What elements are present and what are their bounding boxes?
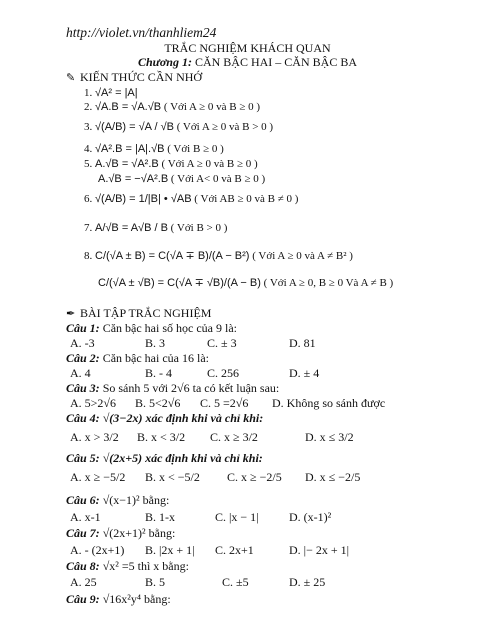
formula-3: 3. √(A/B) = √A / √B ( Với A ≥ 0 và B > 0 ) [84, 121, 274, 133]
theory-heading: ✎ KIẾN THỨC CẦN NHỚ [66, 70, 203, 84]
q5-option-a[interactable]: A. x ≥ −5/2 [70, 470, 126, 484]
q4-option-a[interactable]: A. x > 3/2 [70, 430, 119, 444]
q4-option-c[interactable]: C. x ≥ 3/2 [210, 430, 258, 444]
question-1: Câu 1: Căn bậc hai số học của 9 là: [66, 321, 237, 335]
source-url: http://violet.vn/thanhliem24 [66, 25, 217, 40]
question-6: Câu 6: √(x−1)² bằng: [66, 493, 170, 507]
question-5: Câu 5: √(2x+5) xác định khi và chỉ khi: [66, 451, 263, 465]
question-4: Câu 4: √(3−2x) xác định khi và chỉ khi: [66, 411, 264, 425]
q7-option-d[interactable]: D. |− 2x + 1| [289, 543, 350, 557]
q3-option-a[interactable]: A. 5>2√6 [70, 396, 117, 410]
q6-option-c[interactable]: C. |x − 1| [215, 510, 259, 524]
q1-option-d[interactable]: D. 81 [289, 336, 316, 350]
q1-option-c[interactable]: C. ± 3 [207, 336, 237, 350]
q2-option-a[interactable]: A. 4 [70, 366, 91, 380]
q5-option-d[interactable]: D. x ≤ −2/5 [305, 470, 361, 484]
q1-option-b[interactable]: B. 3 [145, 336, 166, 350]
q7-option-a[interactable]: A. - (2x+1) [70, 543, 125, 557]
book-icon: ✎ [66, 72, 76, 84]
formula-7: 7. A/√B = A√B / B ( Với B > 0 ) [84, 222, 228, 234]
formula-4: 4. √A².B = |A|.√B ( Với B ≥ 0 ) [84, 143, 224, 155]
q3-option-b[interactable]: B. 5<2√6 [135, 396, 181, 410]
q5-option-b[interactable]: B. x < −5/2 [145, 470, 200, 484]
q6-option-d[interactable]: D. (x-1)² [289, 510, 332, 524]
formula-2: 2. √A.B = √A.√B ( Với A ≥ 0 và B ≥ 0 ) [84, 101, 261, 113]
q7-option-b[interactable]: B. |2x + 1| [145, 543, 195, 557]
q3-option-c[interactable]: C. 5 =2√6 [200, 396, 249, 410]
formula-6: 6. √(A/B) = 1/|B| • √AB ( Với AB ≥ 0 và B ≠ 0 ) [84, 193, 299, 205]
q8-option-b[interactable]: B. 5 [145, 575, 166, 589]
q2-option-d[interactable]: D. ± 4 [289, 366, 320, 380]
pen-icon: ✒ [66, 308, 76, 320]
q6-option-b[interactable]: B. 1-x [145, 510, 175, 524]
practice-heading: ✒ BÀI TẬP TRẮC NGHIỆM [66, 306, 212, 320]
question-7: Câu 7: √(2x+1)² bằng: [66, 526, 176, 540]
q7-option-c[interactable]: C. 2x+1 [215, 543, 254, 557]
q2-option-c[interactable]: C. 256 [207, 366, 240, 380]
document-title: TRẮC NGHIỆM KHÁCH QUAN [164, 41, 331, 55]
question-3: Câu 3: So sánh 5 với 2√6 ta có kết luận sau: [66, 381, 280, 395]
formula-5a: 5. A.√B = √A².B ( Với A ≥ 0 và B ≥ 0 ) [84, 158, 258, 170]
q3-option-d[interactable]: D. Không so sánh được [272, 396, 386, 410]
formula-8b: C/(√A ± √B) = C(√A ∓ √B)/(A − B) ( Với A ≥ 0, B ≥ 0 Và A ≠ B ) [98, 277, 394, 289]
q6-option-a[interactable]: A. x-1 [70, 510, 101, 524]
chapter-heading [0, 55, 495, 70]
formula-5b: A.√B = −√A².B ( Với A< 0 và B ≥ 0 ) [98, 173, 266, 185]
q5-option-c[interactable]: C. x ≥ −2/5 [227, 470, 282, 484]
chapter-label: Chương 1: [137, 55, 192, 69]
formula-1: 1. √A² = |A| [84, 87, 138, 99]
q1-option-a[interactable]: A. -3 [70, 336, 95, 350]
question-8: Câu 8: √x² =5 thì x bằng: [66, 559, 189, 573]
q2-option-b[interactable]: B. - 4 [145, 366, 172, 380]
question-2: Câu 2: Căn bậc hai của 16 là: [66, 351, 209, 365]
q8-option-d[interactable]: D. ± 25 [289, 575, 326, 589]
formula-8a: 8. C/(√A ± B) = C(√A ∓ B)/(A − B²) ( Với A ≥ 0 và A ≠ B² ) [84, 250, 353, 262]
question-9: Câu 9: √16x²y⁴ bằng: [66, 592, 171, 606]
q4-option-b[interactable]: B. x < 3/2 [137, 430, 186, 444]
q4-option-d[interactable]: D. x ≤ 3/2 [305, 430, 354, 444]
q8-option-c[interactable]: C. ±5 [222, 575, 249, 589]
q8-option-a[interactable]: A. 25 [70, 575, 97, 589]
chapter-title: CĂN BẬC HAI – CĂN BẬC BA [194, 55, 357, 69]
